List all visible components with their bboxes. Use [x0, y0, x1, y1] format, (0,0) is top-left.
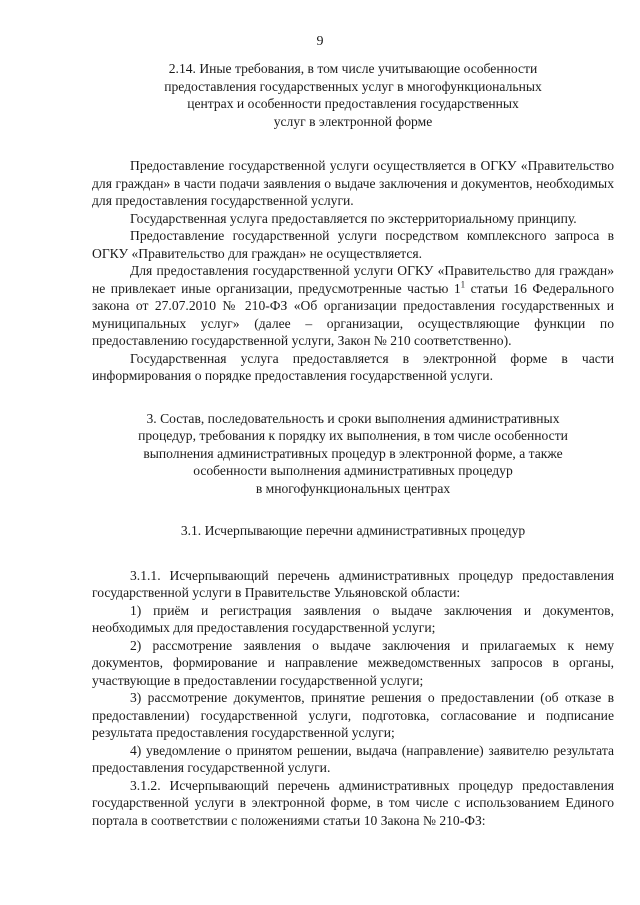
heading-line: 3. Состав, последовательность и сроки выполнения административных — [146, 410, 560, 426]
paragraph: 3.1.2. Исчерпывающий перечень административных процедур предоставления государственной услуги в электронной форме, в том числе с использованием Единого портала в соответствии с положениями статьи 10 Закона № 210-ФЗ: — [92, 777, 614, 828]
paragraph: Предоставление государственной услуги осуществляется в ОГКУ «Правительство для граждан» в части подачи заявления о выдаче заключения и документов, необходимых для предоставления государственной услуги. — [92, 158, 614, 208]
heading-line: 2.14. Иные требования, в том числе учитывающие особенности — [168, 61, 538, 76]
list-item: 1) приём и регистрация заявления о выдаче заключения и документов, необходимых для предоставления государственной услуги; — [92, 602, 614, 635]
heading-line: процедур, требования к порядку их выполнения, в том числе особенности — [138, 428, 568, 443]
paragraph: Предоставление государственной услуги посредством комплексного запроса в ОГКУ «Правительство для граждан» не осуществляется. — [92, 228, 614, 261]
paragraph: Государственная услуга предоставляется в электронной форме в части информирования о порядке предоставления государственной услуги. — [92, 350, 614, 383]
heading-line: центрах и особенности предоставления государственных — [187, 96, 519, 111]
heading-line: выполнения административных процедур в электронной форме, а также — [143, 445, 563, 461]
heading-line: в многофункциональных центрах — [255, 480, 451, 496]
paragraph-text: статьи 16 Федерального закона от 27.07.2010 № 210-ФЗ «Об организации предоставления государственных и муниципальных услуг» (далее – организации, осуществляющие функции по предоставлению государственной услуги, Закон № 210 соответственно). — [92, 280, 614, 348]
section-3-heading — [92, 410, 614, 498]
paragraph: 3.1.1. Исчерпывающий перечень административных процедур предоставления государственной услуги в Правительстве Ульяновской области: — [92, 567, 614, 600]
page-number: 9 — [316, 34, 324, 49]
list-item: 4) уведомление о принятом решении, выдача (направление) заявителю результата предоставления государственной услуги. — [92, 742, 614, 775]
paragraph: Государственная услуга предоставляется по экстерриториальному принципу. — [130, 210, 577, 226]
section-3-1-heading: 3.1. Исчерпывающие перечни административных процедур — [180, 523, 526, 538]
heading-line: услуг в электронной форме — [273, 113, 433, 129]
list-item: 2) рассмотрение заявления о выдаче заключения и прилагаемых к нему документов, формирование и направление межведомственных запросов в органы, участвующие в предоставлении государственной услуги; — [92, 637, 614, 688]
paragraph-text: Для предоставления государственной услуги ОГКУ «Правительство для граждан» не привлекает иные организации, предусмотренные частью 1 — [92, 263, 614, 296]
superscript: 1 — [460, 278, 466, 289]
heading-line: предоставления государственных услуг в многофункциональных — [164, 78, 542, 94]
heading-line: особенности выполнения административных процедур — [193, 463, 513, 478]
section-2-14-heading — [92, 60, 614, 130]
document-body — [92, 60, 614, 829]
paragraph-with-footnote — [92, 262, 614, 350]
list-item: 3) рассмотрение документов, принятие решения о предоставлении (об отказе в предоставлении) государственной услуги, подготовка, согласование и подписание результата предоставления государственной услуги; — [92, 690, 614, 740]
